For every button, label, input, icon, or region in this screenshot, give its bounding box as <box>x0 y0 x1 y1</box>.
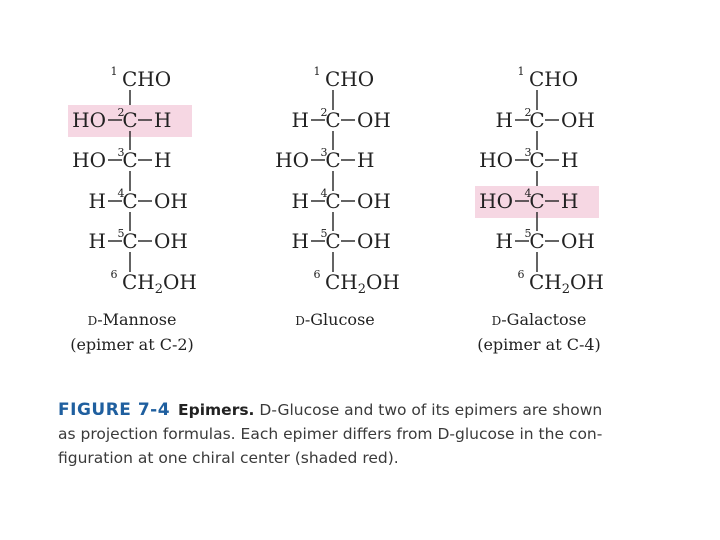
glucose-carbon-3 <box>275 146 374 172</box>
figure-label: FIGURE 7-4 <box>58 400 171 420</box>
glucose-carbon-number: 2 <box>320 106 328 119</box>
galactose-carbon-5 <box>496 227 595 253</box>
galactose-right-group: H <box>561 189 579 213</box>
galactose-left-group: HO <box>479 189 513 213</box>
galactose-right-group: OH <box>561 229 595 253</box>
mannose-carbon-number: 6 <box>110 268 118 281</box>
mannose-carbon-1 <box>111 65 172 91</box>
glucose-carbon-number: 5 <box>320 227 328 240</box>
glucose-right-group: OH <box>357 189 391 213</box>
galactose-carbon-number: 3 <box>524 146 532 159</box>
glucose-right-group: OH <box>357 229 391 253</box>
galactose-carbon-3 <box>479 146 578 172</box>
mannose-right-group: H <box>154 148 172 172</box>
mannose-carbon-atom: C <box>122 148 138 172</box>
galactose-carbon-6 <box>518 268 604 297</box>
caption-line-2-a: as projection formulas. Each epimer differs from <box>58 425 438 443</box>
galactose-carbon-1 <box>518 65 579 91</box>
glucose-carbon-number: 6 <box>313 268 321 281</box>
galactose-right-group: OH <box>561 108 595 132</box>
glucose-carbon-atom: C <box>325 108 341 132</box>
mannose-epimer-note: (epimer at C-2) <box>70 335 194 354</box>
glucose-left-group: H <box>291 108 309 132</box>
mannose-right-group: OH <box>154 189 188 213</box>
galactose-carbon-atom: C <box>529 229 545 253</box>
glucose-left-group: H <box>291 229 309 253</box>
figure-title: Epimers. <box>178 401 255 419</box>
mannose-carbon-6 <box>111 268 197 297</box>
galactose-ch2oh-group: $CH_2OH$ <box>529 270 604 297</box>
glucose-projection <box>275 65 400 329</box>
glucose-carbon-number: 3 <box>320 146 328 159</box>
mannose-carbon-3 <box>72 146 171 172</box>
glucose-carbon-number: 1 <box>313 65 321 78</box>
glucose-carbon-4 <box>292 187 391 213</box>
mannose-carbon-number: 1 <box>110 65 118 78</box>
mannose-carbon-atom: C <box>122 189 138 213</box>
glucose-right-group: H <box>357 148 375 172</box>
mannose-carbon-atom: C <box>122 108 138 132</box>
mannose-ch2oh-group: $CH_2OH$ <box>122 270 197 297</box>
galactose-carbon-atom: C <box>529 108 545 132</box>
caption-line-1-text: -Glucose and two of its epimers are shown <box>271 401 603 419</box>
mannose-carbon-4 <box>89 187 188 213</box>
glucose-carbon-number: 4 <box>320 187 328 200</box>
glucose-carbon-atom: C <box>325 189 341 213</box>
galactose-projection <box>475 65 604 354</box>
galactose-aldehyde-group: CHO <box>529 67 579 91</box>
glucose-name: D-Glucose <box>295 310 375 329</box>
galactose-right-group: H <box>561 148 579 172</box>
caption-line-1 <box>58 398 638 422</box>
galactose-left-group: HO <box>479 148 513 172</box>
galactose-left-group: H <box>495 108 513 132</box>
glucose-carbon-atom: C <box>325 148 341 172</box>
glucose-carbon-1 <box>314 65 375 91</box>
mannose-carbon-atom: C <box>122 229 138 253</box>
mannose-carbon-number: 4 <box>117 187 125 200</box>
figure-caption <box>58 398 638 470</box>
glucose-aldehyde-group: CHO <box>325 67 375 91</box>
mannose-carbon-number: 5 <box>117 227 125 240</box>
glucose-left-group: HO <box>275 148 309 172</box>
galactose-name: D-Galactose <box>491 310 587 329</box>
glucose-carbon-5 <box>292 227 391 253</box>
caption-line-2-d: D <box>437 425 450 443</box>
galactose-carbon-number: 1 <box>517 65 525 78</box>
glucose-carbon-2 <box>292 106 391 132</box>
galactose-carbon-atom: C <box>529 148 545 172</box>
mannose-carbon-number: 3 <box>117 146 125 159</box>
galactose-carbon-2 <box>496 106 595 132</box>
mannose-right-group: OH <box>154 229 188 253</box>
glucose-right-group: OH <box>357 108 391 132</box>
mannose-carbon-5 <box>89 227 188 253</box>
glucose-ch2oh-group: $CH_2OH$ <box>325 270 400 297</box>
mannose-aldehyde-group: CHO <box>122 67 172 91</box>
mannose-left-group: HO <box>72 108 106 132</box>
galactose-carbon-atom: C <box>529 189 545 213</box>
galactose-carbon-number: 6 <box>517 268 525 281</box>
mannose-left-group: H <box>88 229 106 253</box>
galactose-carbon-number: 4 <box>524 187 532 200</box>
caption-line-2 <box>58 422 638 446</box>
mannose-right-group: H <box>154 108 172 132</box>
galactose-carbon-number: 5 <box>524 227 532 240</box>
glucose-carbon-6 <box>314 268 400 297</box>
galactose-epimer-note: (epimer at C-4) <box>477 335 601 354</box>
mannose-carbon-number: 2 <box>117 106 125 119</box>
molecules-layer <box>68 65 604 354</box>
mannose-left-group: HO <box>72 148 106 172</box>
mannose-left-group: H <box>88 189 106 213</box>
mannose-name: D-Mannose <box>87 310 177 329</box>
galactose-carbon-number: 2 <box>524 106 532 119</box>
glucose-left-group: H <box>291 189 309 213</box>
glucose-carbon-atom: C <box>325 229 341 253</box>
caption-d-prefix: D <box>259 401 272 419</box>
galactose-left-group: H <box>495 229 513 253</box>
mannose-projection <box>68 65 197 354</box>
caption-line-3: figuration at one chiral center (shaded red). <box>58 449 399 467</box>
caption-line-2-b: -glucose in the con- <box>449 425 603 443</box>
